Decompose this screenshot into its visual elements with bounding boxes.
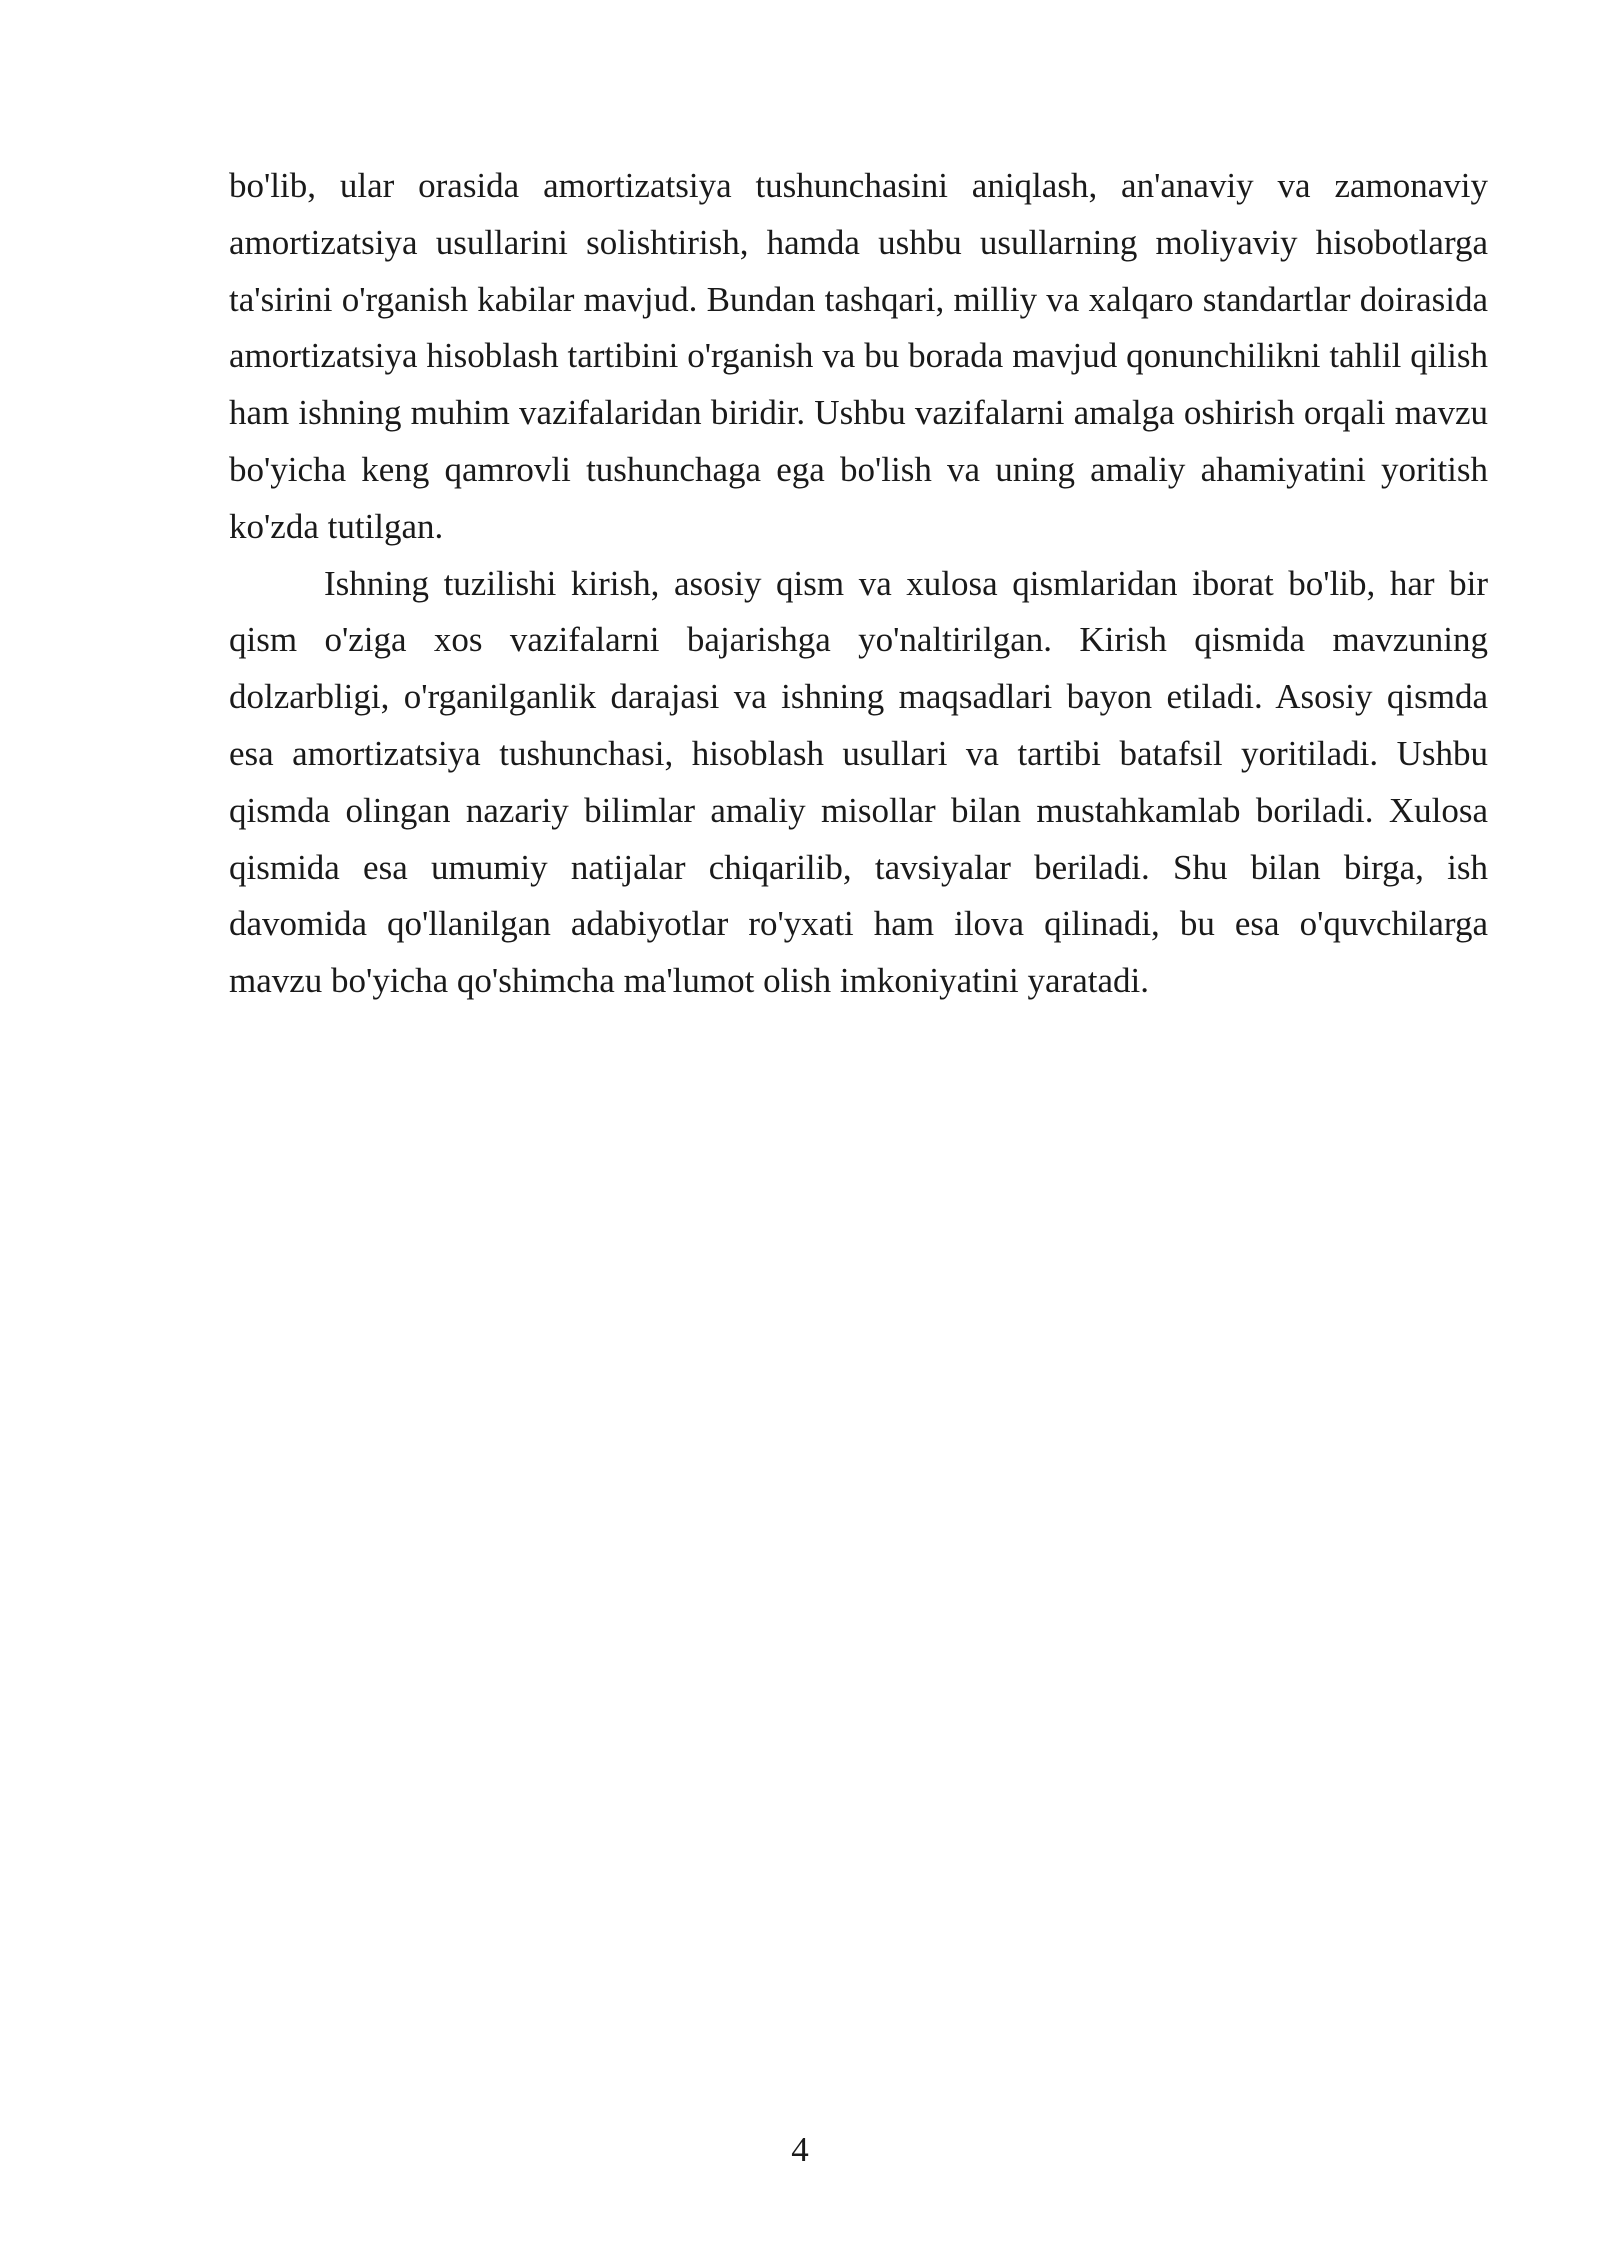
paragraph-continuation: bo'lib, ular orasida amortizatsiya tushunchasini aniqlash, an'anaviy va zamonaviy amortizatsiya usullarini solishtirish, hamda ushbu usullarning moliyaviy hisobotlarga ta'sirini o'rganish kabilar mavjud. Bundan tashqari, milliy va xalqaro standartlar doirasida amortizatsiya hisoblash tartibini o'rganish va bu borada mavjud qonunchilikni tahlil qilish ham ishning muhim vazifalaridan biridir. Ushbu vazifalarni amalga oshirish orqali mavzu bo'yicha keng qamrovli tushunchaga ega bo'lish va uning amaliy ahamiyatini yoritish ko'zda tutilgan. xyxy=(229,166,1488,546)
body-text xyxy=(229,158,1488,1010)
page-number: 4 xyxy=(791,2130,809,2169)
paragraph-structure: Ishning tuzilishi kirish, asosiy qism va xulosa qismlaridan iborat bo'lib, har bir qism o'ziga xos vazifalarni bajarishga yo'naltirilgan. Kirish qismida mavzuning dolzarbligi, o'rganilganlik darajasi va ishning maqsadlari bayon etiladi. Asosiy qismda esa amortizatsiya tushunchasi, hisoblash usullari va tartibi batafsil yoritiladi. Ushbu qismda olingan nazariy bilimlar amaliy misollar bilan mustahkamlab boriladi. Xulosa qismida esa umumiy natijalar chiqarilib, tavsiyalar beriladi. Shu bilan birga, ish davomida qo'llanilgan adabiyotlar ro'yxati ham ilova qilinadi, bu esa o'quvchilarga mavzu bo'yicha qo'shimcha ma'lumot olish imkoniyatini yaratadi. xyxy=(229,563,1488,1001)
